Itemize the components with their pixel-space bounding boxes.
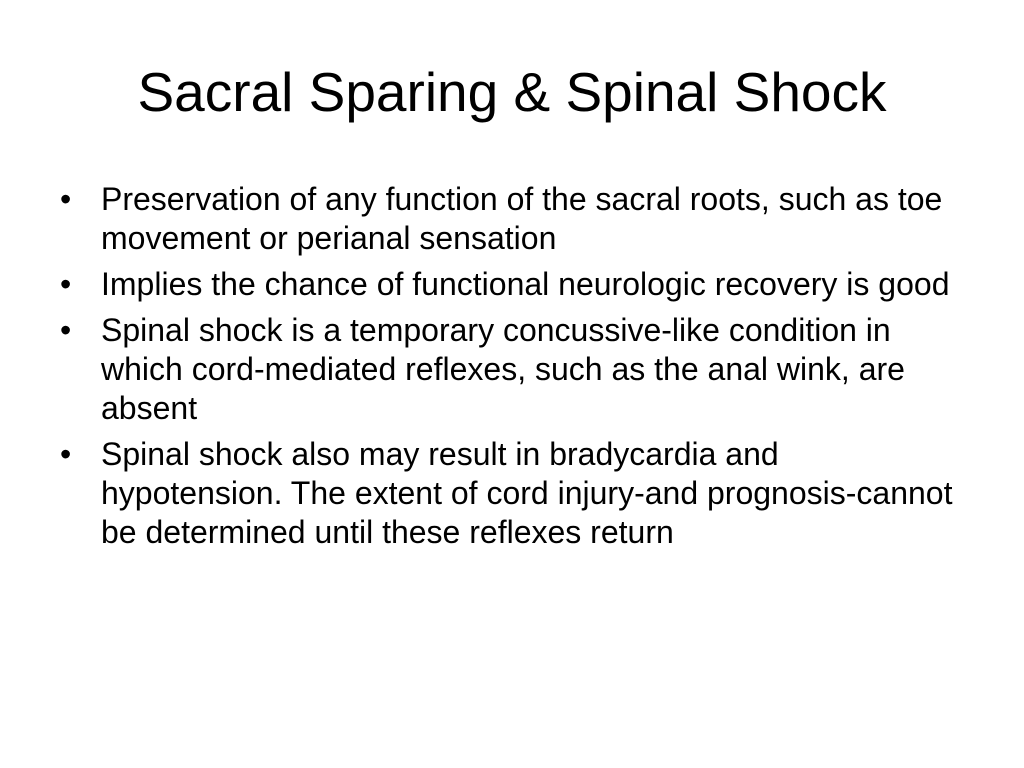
bullet-item <box>60 435 960 552</box>
bullet-item <box>60 311 960 428</box>
bullet-text: Spinal shock is a temporary concussive-like condition in which cord-mediated reflexes, such as the anal wink, are absent <box>101 312 905 426</box>
bullet-marker: • <box>60 436 72 472</box>
bullet-marker: • <box>60 312 72 348</box>
bullet-marker: • <box>60 181 72 217</box>
bullet-text: Implies the chance of functional neurologic recovery is good <box>101 266 950 302</box>
bullet-list <box>60 180 960 559</box>
bullet-marker: • <box>60 266 72 302</box>
bullet-text: Spinal shock also may result in bradycardia and hypotension. The extent of cord injury-and prognosis-cannot be determined until these reflexes return <box>101 436 953 550</box>
slide-title: Sacral Sparing & Spinal Shock <box>137 61 887 123</box>
bullet-item <box>60 180 960 258</box>
bullet-item <box>60 265 960 304</box>
bullet-text: Preservation of any function of the sacral roots, such as toe movement or perianal sensation <box>101 181 943 256</box>
